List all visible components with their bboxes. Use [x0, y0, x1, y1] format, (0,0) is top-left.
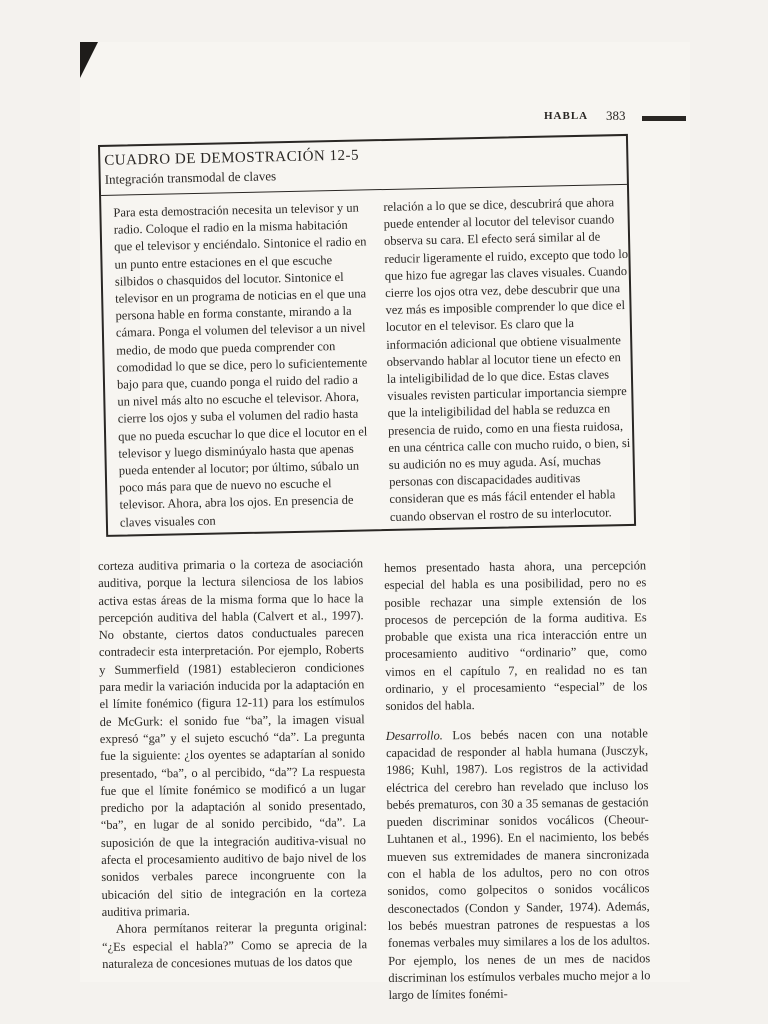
left-paragraph-1: corteza auditiva primaria o la corteza de asociación auditiva, porque la lectura silenciosa de los labios activa estas áreas de la misma forma que lo hace la percepción auditiva del habla (Calvert et al., 1997). No obstante, ciertos datos conductuales parecen contradecir esta interpretación. Por ejemplo, Roberts y Summerfield (1981) establecieron condiciones para medir la variación inducida por la adaptación en el límite fonémico (figura 12-11) para los estímulos de McGurk: el sonido fue “ba”, la imagen visual expresó “ga” y el sujeto escuchó “da”. La pregunta fue la siguiente: ¿los oyentes se adaptarían al sonido presentado, “ba”, o al percibido, “da”? La respuesta fue que el límite fonémico se modificó a un lugar predicho por la adaptación al sonido presentado, “ba”, en lugar de al sonido percibido, “da”. La suposición de que la integración auditiva-visual no afecta el procesamiento auditivo de bajo nivel de los sonidos verbales parece incongruente con la ubicación del sitio de integración en la corteza auditiva primaria. [98, 556, 367, 919]
running-header-section: HABLA [544, 110, 589, 122]
development-section [386, 725, 651, 1004]
right-paragraph-1: hemos presentado hasta ahora, una percepción especial del habla es una posibilidad, pero no es posible rechazar una simple extensión de los procesos de percepción de la forma auditiva. Es probable que exista una rica interacción entre un procesamiento auditivo “ordinario” que, como vimos en el capítulo 7, en realidad no es tan ordinario, y el procesamiento “especial” de los sonidos del habla. [384, 558, 648, 714]
left-paragraph-2: Ahora permítanos reiterar la pregunta original: “¿Es especial el habla?” Como se aprecia de la naturaleza de concesiones mutuas de los datos que [101, 919, 368, 971]
page-number: 383 [606, 108, 626, 123]
demonstration-box-title: CUADRO DE DEMOSTRACIÓN 12-5 [104, 147, 360, 169]
right-paragraph-2: Los bebés nacen con una notable capacidad de responder al habla humana (Jusczyk, 1986; Kuhl, 1987). Los registros de la actividad eléctrica del cerebro han revelado que incluso los bebés prematuros, con 30 a 35 semanas de gestación pueden discriminar sonidos vocálicos (Cheour-Luhtanen et al., 1996). En el nacimiento, los bebés mueven sus extremidades de manera sincronizada con el habla de los adultos, pero no con otros sonidos, como golpecitos o sonidos vocálicos desconectados (Condon y Sander, 1974). Además, los bebés muestran patrones de respuestas a los fonemas verbales muy similares a los de los adultos. Por ejemplo, los nenes de un mes de nacidos discriminan los estímulos verbales mucho mejor a lo largo de límites fonémi- [385, 725, 651, 1003]
section-heading-desarrollo: Desarrollo. [385, 728, 443, 743]
header-rule [642, 116, 686, 121]
body-right-column [384, 557, 651, 1004]
demonstration-box-left-text: Para esta demostración necesita un televisor y un radio. Coloque el radio en la misma habitación que el televisor y enciéndalo. Sintonice el radio en un punto entre estaciones en el que escuche silbidos o chasquidos del locutor. Sintonice el televisor en un programa de noticias en el que una persona hable en forma constante, mirando a la cámara. Ponga el volumen del televisor a un nivel medio, de modo que pueda comprender con comodidad lo que se dice, pero lo suficientemente bajo para que, cuando ponga el ruido del radio a un nivel más alto no escuche el televisor. Ahora, cierre los ojos y suba el volumen del radio hasta que no pueda escuchar lo que dice el locutor en el televisor y luego disminúyalo hasta que apenas pueda entender al locutor; por último, súbalo un poco más para que de nuevo no escuche el televisor. Ahora, abra los ojos. En presencia de claves visuales con [113, 200, 368, 530]
body-left-column [98, 555, 367, 973]
demonstration-box-subtitle: Integración transmodal de claves [104, 168, 277, 187]
demonstration-box [98, 134, 636, 537]
demonstration-box-heading [104, 148, 359, 188]
demonstration-box-right-text: relación a lo que se dice, descubrirá que ahora puede entender al locutor del televisor cuando observa su cara. El efecto será similar al de reducir ligeramente el ruido, excepto que todo lo que hizo fue agregar las claves visuales. Cuando cierre los ojos otra vez, debe descubrir que una vez más es imposible comprender lo que dice el locutor en el televisor. Es claro que la información adicional que obtiene visualmente observando hablar al locutor tiene un efecto en la inteligibilidad de lo que dice. Estas claves visuales revisten particular importancia siempre que la inteligibilidad del habla se reduzca en presencia de ruido, como en una fiesta ruidosa, en una céntrica calle con mucho ruido, o bien, si su audición no es muy aguda. Así, muchas personas con discapacidades auditivas consideran que es más fácil entender el habla cuando observan el rostro de su interlocutor. [383, 195, 631, 524]
demonstration-box-right-column [383, 194, 635, 526]
demonstration-box-left-column [113, 199, 375, 531]
